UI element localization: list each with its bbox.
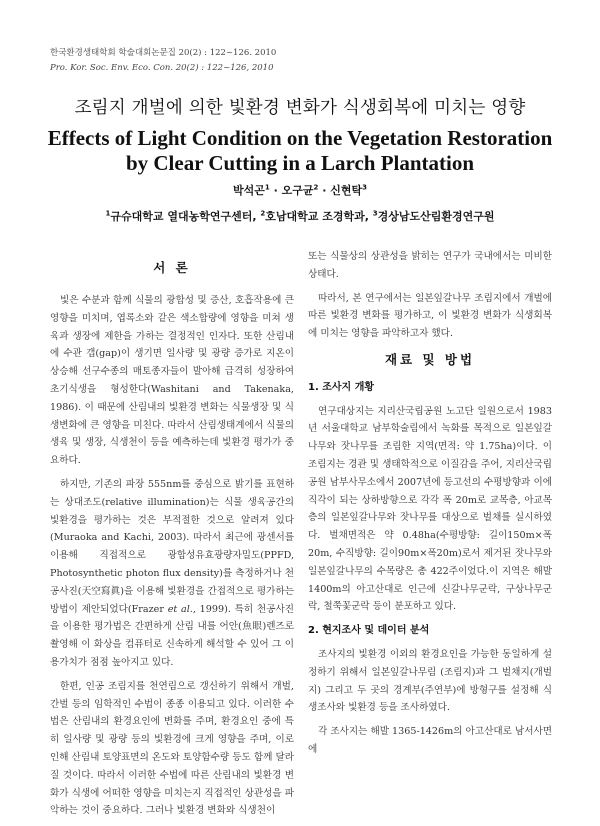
intro-paragraph-2-text: , 1999). 특히 천공사진을 이용한 평가법은 간편하게 산림 내를 어안(魚眼)렌즈로 촬영해 이 화상을 컴퓨터로 신속하게 해석할 수 있어 그 이용가치가 점점 높아지고 있다.: [50, 603, 294, 668]
intro-paragraph-3: 한편, 인공 조림지를 천연림으로 갱신하기 위해서 개벌, 간벌 등의 임학적인 수법이 종종 이용되고 있다. 이러한 수법은 산림내의 환경요인에 변화를 주며, 환경요인 중에 특히 일사량 및 광량 등의 빛환경에 크게 영향을 주며, 이로 인해 산림내 토양표면의 온도와 토양함수량 등도 함께 달라질 것이다. 따라서 이러한 수법에 따른 산림내의 빛환경 변화가 식생에 어떠한 영향을 미치는지 직접적인 상관성을 파악하는 것이 중요하다. 그러나 빛환경 변화와 식생천이: [50, 680, 294, 817]
affiliation-mark: 3: [372, 209, 378, 218]
author-mark: 3: [362, 183, 368, 192]
journal-header-korean: 한국환경생태학회 학술대회논문집 20(2) : 122~126. 2010: [50, 48, 277, 58]
journal-header-english: Pro. Kor. Soc. Env. Eco. Con. 20(2) : 122~126, 2010: [50, 63, 274, 73]
title-english: Effects of Light Condition on the Vegetation Restoration by Clear Cutting in a Larch Plantation: [47, 126, 553, 175]
survey-paragraph-2: 각 조사지는 해발 1365-1426m의 아고산대로 남서사면에: [308, 726, 552, 755]
subsection-site-heading: 1. 조사지 개황: [308, 381, 375, 393]
author-name: 오구균: [281, 184, 314, 197]
et-al: et al.: [167, 603, 193, 615]
title-korean: 조림지 개벌에 의한 빛환경 변화가 식생회복에 미치는 영향: [74, 98, 526, 118]
affiliation-mark: 2: [260, 209, 266, 218]
survey-paragraph-1: 조사지의 빛환경 이외의 환경요인을 가능한 동일하게 설정하기 위해서 일본잎갈나무림 (조림지)과 그 벌채지(개벌지) 그리고 두 곳의 경계부(주연부)에 방형구를 설정해 식생조사와 빛환경 등을 조사하였다.: [308, 648, 552, 714]
intro-paragraph-1: 빛은 수분과 함께 식물의 광합성 및 증산, 호흡작용에 큰 영향을 미치며, 엽록소와 같은 색소합량에 영향을 미쳐 생육과 생장에 제한을 가하는 결정적인 인자다. 또한 산림내에 수관 갭(gap)이 생기면 일사량 및 광량 증가로 지온이 상승해 선구수종의 매토종자들이 발아해 급격히 성장하여 초기식생을 형성한다(Washitani and Takenaka, 1986). 이 때문에 산림내의 빛환경 변화는 식물생장 및 식생변화에 큰 영향을 미친다. 따라서 산림생태계에서 식물의 생육 및 생장, 식생천이 등을 예측하는데 빛환경 평가가 중요하다.: [50, 295, 294, 467]
affiliation: 경상남도산림환경연구원: [377, 210, 495, 223]
author-list: [0, 182, 600, 198]
intro-paragraph-2: [50, 476, 294, 672]
subsection-survey-heading: 2. 현지조사 및 데이터 분석: [308, 625, 430, 637]
intro-paragraph-continued: 또는 식물상의 상관성을 밝히는 연구가 국내에서는 미비한 상태다.: [308, 251, 552, 280]
author-name: 신현탁: [330, 184, 363, 197]
author-name: 박석곤: [232, 184, 265, 197]
author-mark: 1: [264, 183, 270, 192]
intro-heading: 서 론: [153, 260, 191, 275]
affiliation-list: [0, 208, 600, 224]
right-column: [308, 248, 552, 765]
affiliation: 호남대학교 조경학과,: [265, 210, 369, 223]
author-separator: ·: [273, 184, 278, 197]
author-mark: 2: [313, 183, 319, 192]
site-paragraph: 연구대상지는 지리산국립공원 노고단 일원으로서 1983년 서울대학교 남부학술림에서 녹화를 목적으로 일본잎갈나무와 잣나무를 조림한 지역(면적: 약 1.75ha)이다. 이 조림지는 경관 및 생태학적으로 이질감을 주어, 지리산국립공원 남부사무소에서 2007년에 등고선의 수평방향과 이에 직각이 되는 상하방향으로 각각 폭 20m로 교목층, 아교목층의 일본잎갈나무와 잣나무를 대상으로 벌채를 실시하였다. 벌채면적은 약 0.48ha(수평방향: 길이150m×폭20m, 수직방향: 길이90m×폭20m)로서 제거된 잣나무와 일본잎갈나무의 수목량은 총 422주이었다.이 지역은 해발 1400m의 아고산대로 인근에 신갈나무군락, 구상나무군락, 철쭉꽃군락 등이 분포하고 있다.: [308, 405, 552, 613]
author-separator: ·: [322, 184, 327, 197]
left-column: [50, 292, 294, 826]
intro-paragraph-2-text: 하지만, 기존의 파장 555nm를 중심으로 밝기를 표현하는 상대조도(relative illumination)는 식물 생육공간의 빛환경을 평가하는 것은 부적절한 것으로 알려져 있다(Muraoka and Kachi, 2003). 따라서 최근에 광센서를 이용해 직접적으로 광합성유효광량자밀도(PPFD, Photosynthetic photon flux density)를 측정하거나 천공사진(天空寫眞)을 이용해 빛환경을 간접적으로 평가하는 방법이 제안되었다(Frazer: [50, 478, 294, 615]
purpose-paragraph: 따라서, 본 연구에서는 일본잎갈나무 조림지에서 개벌에 따른 빛환경 변화를 평가하고, 이 빛환경 변화가 식생회복에 미치는 영향을 파악하고자 했다.: [308, 292, 552, 340]
journal-header: [50, 46, 276, 76]
affiliation: 규슈대학교 열대농학연구센터,: [110, 210, 257, 223]
affiliation-mark: 1: [105, 209, 111, 218]
methods-heading: 재료 및 방법: [384, 351, 476, 367]
